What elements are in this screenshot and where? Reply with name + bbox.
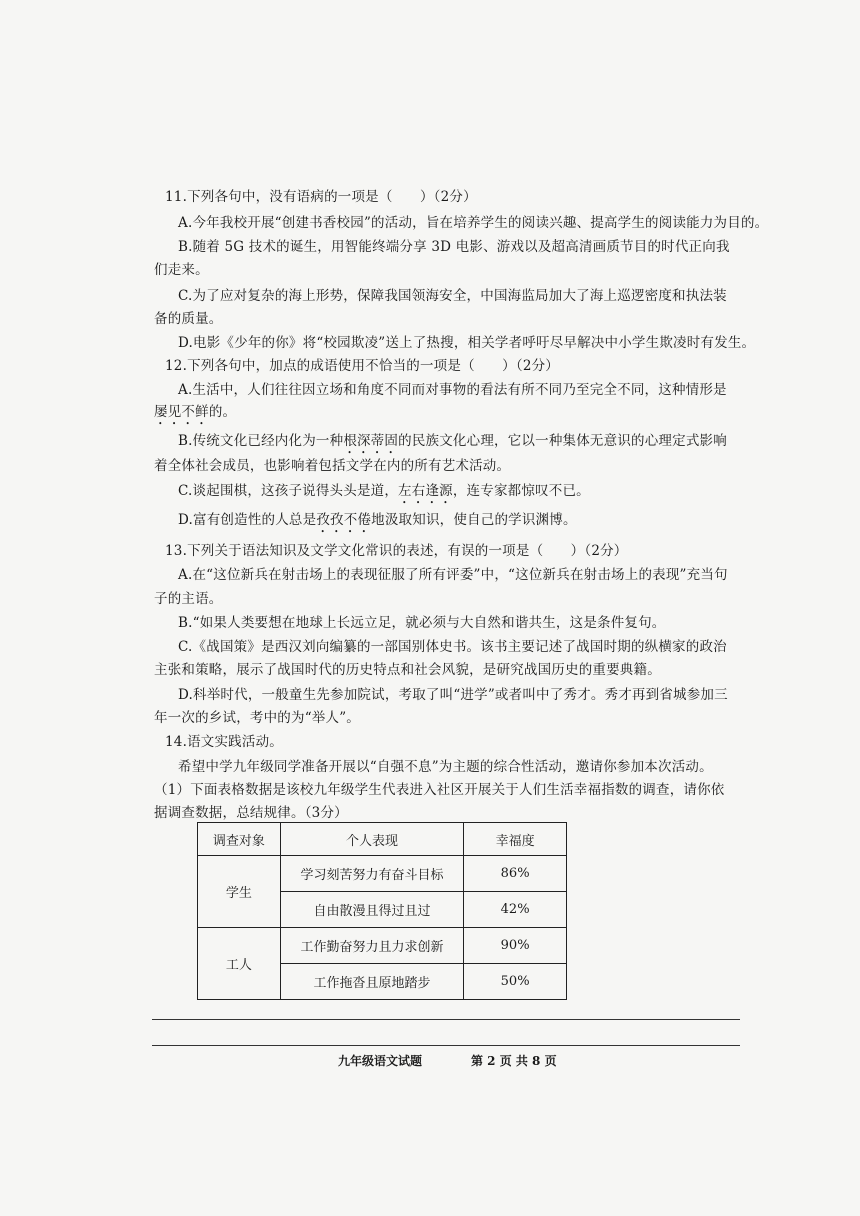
header-happiness: 幸福度 [464, 823, 567, 856]
q11-option-b-line1: B.随着 5G 技术的诞生，用智能终端分享 3D 电影、游戏以及超高清画质节目的时代正向我 [178, 239, 730, 255]
q11-option-c-line1: C.为了应对复杂的海上形势，保障我国领海安全，中国海监局加大了海上巡逻密度和执法装 [178, 288, 727, 304]
happiness-cell: 90% [464, 928, 567, 964]
q12-option-c: C.谈起围棋，这孩子说得头头是道，左右逢源，连专家都惊叹不已。 [178, 483, 590, 499]
q11-option-b-line2: 们走来。 [154, 262, 209, 278]
q14-stem: 14.语文实践活动。 [165, 734, 283, 750]
footer-subject: 九年级语文试题 [338, 1054, 423, 1068]
footer-page-number: 第 2 页 共 8 页 [471, 1054, 557, 1068]
q13-option-c-line2: 主张和策略，展示了战国时代的历史特点和社会风貌，是研究战国历史的重要典籍。 [154, 662, 661, 678]
header-subject: 调查对象 [198, 823, 281, 856]
q14-intro: 希望中学九年级同学准备开展以“自强不息”为主题的综合性活动，邀请你参加本次活动。 [178, 759, 713, 775]
q13-stem: 13.下列关于语法知识及文学文化常识的表述，有误的一项是（ ）（2分） [165, 543, 628, 559]
q12-option-b-line2: 着全体社会成员，也影响着包括文学在内的所有艺术活动。 [154, 458, 511, 474]
q12-option-b-line1: B.传统文化已经内化为一种根深蒂固的民族文化心理，它以一种集体无意识的心理定式影响 [178, 433, 727, 449]
answer-line [152, 1019, 740, 1020]
header-behavior: 个人表现 [280, 823, 463, 856]
q12-d-idiom: 孜孜不倦 [316, 512, 372, 528]
q13-option-a-line2: 子的主语。 [154, 591, 223, 607]
happiness-cell: 50% [464, 964, 567, 1000]
q14-sub1-line2: 据调查数据，总结规律。（3分） [154, 805, 348, 821]
table-row [198, 856, 567, 892]
subject-cell-student: 学生 [198, 856, 281, 928]
q12-option-a-line2: 屡见不鲜的。 [154, 404, 237, 420]
q12-option-d: D.富有创造性的人总是孜孜不倦地汲取知识，使自己的学识渊博。 [178, 512, 577, 528]
q14-sub1-line1: （1）下面表格数据是该校九年级学生代表进入社区开展关于人们生活幸福指数的调查，请你依 [154, 782, 725, 798]
q13-option-c-line1: C.《战国策》是西汉刘向编纂的一部国别体史书。该书主要记述了战国时期的纵横家的政治 [178, 639, 727, 655]
table-row [198, 928, 567, 964]
q12-stem: 12.下列各句中，加点的成语使用不恰当的一项是（ ）（2分） [165, 358, 560, 374]
table-header-row [198, 823, 567, 856]
q11-option-d: D.电影《少年的你》将“校园欺凌”送上了热搜，相关学者呼吁尽早解决中小学生欺凌时有发生。 [178, 335, 756, 351]
survey-table [197, 822, 567, 1000]
subject-cell-worker: 工人 [198, 928, 281, 1000]
footer-rule [152, 1045, 740, 1046]
q12-option-a-line1: A.生活中，人们往往因立场和角度不同而对事物的看法有所不同乃至完全不同，这种情形是 [178, 382, 727, 398]
q12-c-idiom: 左右逢源 [398, 483, 453, 499]
q12-a-idiom: 屡见不鲜 [154, 404, 209, 420]
q13-option-d-line1: D.科举时代，一般童生先参加院试，考取了叫“进学”或者叫中了秀才。秀才再到省城参加三 [178, 687, 728, 703]
behavior-cell: 工作拖沓且原地踏步 [280, 964, 463, 1000]
behavior-cell: 学习刻苦努力有奋斗目标 [280, 856, 463, 892]
q13-option-b: B.“如果人类要想在地球上长远立足，就必须与大自然和谐共生，这是条件复句。 [178, 615, 666, 631]
q11-stem: 11.下列各句中，没有语病的一项是（ ）（2分） [165, 189, 477, 205]
q13-option-d-line2: 年一次的乡试，考中的为“举人”。 [154, 710, 361, 726]
q12-b-idiom: 根深蒂固 [343, 433, 399, 449]
happiness-cell: 42% [464, 892, 567, 928]
q11-option-c-line2: 备的质量。 [154, 311, 223, 327]
behavior-cell: 自由散漫且得过且过 [280, 892, 463, 928]
q13-option-a-line1: A.在“这位新兵在射击场上的表现征服了所有评委”中，“这位新兵在射击场上的表现”充当句 [178, 567, 728, 583]
behavior-cell: 工作勤奋努力且力求创新 [280, 928, 463, 964]
happiness-cell: 86% [464, 856, 567, 892]
q11-option-a: A.今年我校开展“创建书香校园”的活动，旨在培养学生的阅读兴趣、提高学生的阅读能力为目的。 [178, 215, 769, 231]
